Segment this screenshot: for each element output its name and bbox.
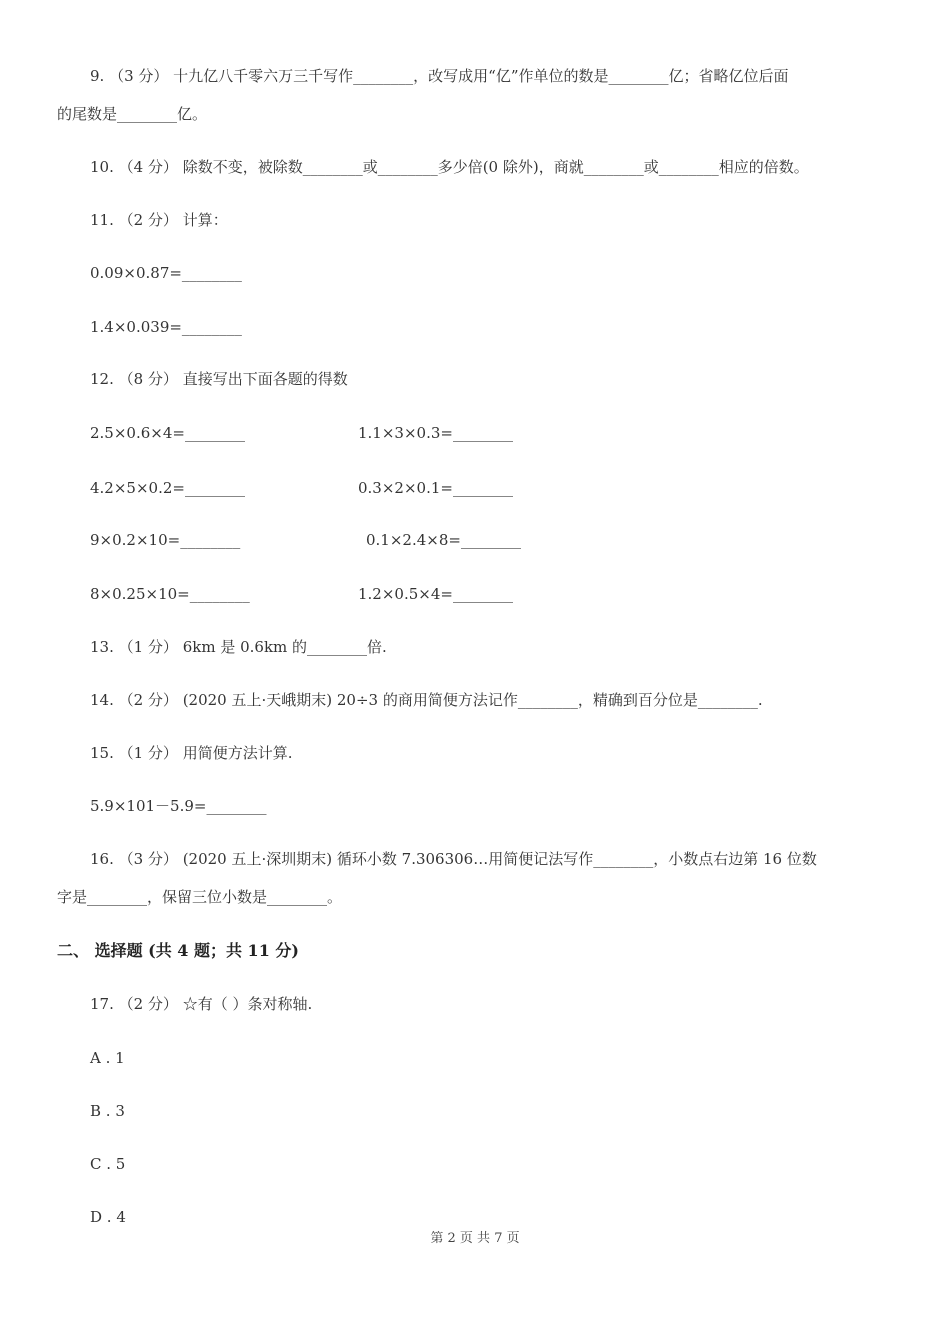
option-b: B . 3: [90, 1102, 125, 1120]
question-10: 10. （4 分） 除数不变，被除数________或________多少倍(0 除外)，商就________或________相应的倍数。: [90, 158, 809, 176]
question-17: 17. （2 分） ☆有（ ）条对称轴.: [90, 995, 313, 1013]
question-12-item-1a: 2.5×0.6×4=________: [90, 424, 245, 442]
question-9-line2: 的尾数是________亿。: [57, 105, 208, 123]
question-12-item-2b: 0.3×2×0.1=________: [358, 479, 513, 497]
question-9-line1: 9. （3 分） 十九亿八千零六万三千写作________，改写成用“亿”作单位的数是________亿；省略亿位后面: [90, 67, 789, 85]
question-12-item-1b: 1.1×3×0.3=________: [358, 424, 513, 442]
section-heading-choice: 二、 选择题 (共 4 题；共 11 分): [57, 941, 299, 960]
question-15: 15. （1 分） 用简便方法计算.: [90, 744, 293, 762]
question-12-item-3b: 0.1×2.4×8=________: [366, 531, 521, 549]
question-11: 11. （2 分） 计算：: [90, 211, 228, 229]
question-15-item-1: 5.9×101－5.9=________: [90, 797, 267, 815]
question-12: 12. （8 分） 直接写出下面各题的得数: [90, 370, 348, 388]
option-d: D . 4: [90, 1208, 126, 1226]
question-12-item-4a: 8×0.25×10=________: [90, 585, 250, 603]
question-13: 13. （1 分） 6km 是 0.6km 的________倍.: [90, 638, 387, 656]
question-12-item-3a: 9×0.2×10=________: [90, 531, 241, 549]
question-16-line1: 16. （3 分） (2020 五上·深圳期末) 循环小数 7.306306…用简便记法写作________，小数点右边第 16 位数: [90, 850, 817, 868]
question-14: 14. （2 分） (2020 五上·天峨期末) 20÷3 的商用简便方法记作________，精确到百分位是________.: [90, 691, 763, 709]
question-11-item-1: 0.09×0.87=________: [90, 264, 242, 282]
page-footer: 第 2 页 共 7 页: [430, 1231, 520, 1246]
question-12-item-2a: 4.2×5×0.2=________: [90, 479, 245, 497]
option-a: A . 1: [90, 1049, 125, 1067]
option-c: C . 5: [90, 1155, 126, 1173]
question-11-item-2: 1.4×0.039=________: [90, 318, 242, 336]
question-16-line2: 字是________，保留三位小数是________。: [57, 888, 343, 906]
question-12-item-4b: 1.2×0.5×4=________: [358, 585, 513, 603]
